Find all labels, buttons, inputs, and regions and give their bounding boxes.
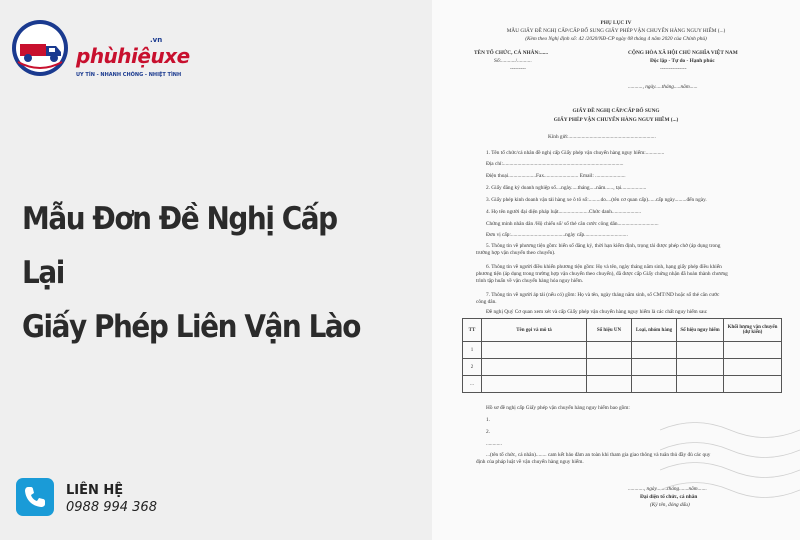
doc-item: Điện thoại.....................Fax.......................... Email: ....................... xyxy=(486,173,626,179)
doc-dossier-item: ............ xyxy=(486,441,502,447)
table-cell xyxy=(587,359,632,376)
doc-item: công dân. xyxy=(476,299,497,305)
doc-item: Đơn vị cấp:.........................................ngày cấp................................. xyxy=(486,232,628,238)
doc-dossier-intro: Hồ sơ đề nghị cấp Giấy phép vận chuyển hàng nguy hiểm bao gồm: xyxy=(486,405,630,411)
table-header-row xyxy=(463,319,782,342)
contact-title: LIÊN HỆ xyxy=(66,483,124,498)
doc-commitment: định của pháp luật về vận chuyển hàng nguy hiểm. xyxy=(476,459,584,465)
doc-commitment: ...(tên tổ chức, cá nhân)........ cam kết bảo đảm an toàn khi tham gia giao thông và tuân thủ đầy đủ các quy xyxy=(486,452,711,458)
table-cell xyxy=(632,359,677,376)
doc-item: 5. Thông tin về phương tiện gồm: biển số đăng ký, thời hạn kiểm định, trọng tải được phép chở (áp dụng trong xyxy=(486,243,721,249)
table-cell xyxy=(482,376,587,393)
doc-dossier-item: 1. xyxy=(486,417,490,423)
table-header: Khối lượng vận chuyển (dự kiến) xyxy=(724,319,782,342)
doc-item: trường hợp vận chuyển theo chuyến). xyxy=(476,250,556,256)
table-cell xyxy=(587,376,632,393)
table-cell: ... xyxy=(463,376,482,393)
doc-signer: Đại diện tổ chức, cá nhân xyxy=(640,494,698,500)
doc-item: 7. Thông tin về người áp tải (nếu có) gồm: Họ và tên, ngày tháng năm sinh, số CMT/ND hoặc số thẻ căn cước xyxy=(486,292,720,298)
document-preview xyxy=(432,0,800,540)
contact-phone[interactable]: 0988 994 368 xyxy=(66,500,157,515)
table-row xyxy=(463,376,782,393)
doc-request-title-2: GIẤY PHÉP VẬN CHUYỂN HÀNG NGUY HIỂM (...) xyxy=(553,117,679,123)
doc-item: 3. Giấy phép kinh doanh vận tải hàng xe ô tô số:.........do....(tên cơ quan cấp)......cấp ngày.........đến ngày. xyxy=(486,197,707,203)
table-row xyxy=(463,342,782,359)
table-cell xyxy=(677,376,724,393)
table-cell xyxy=(482,342,587,359)
brand-logo[interactable] xyxy=(10,18,190,78)
table-header: TT xyxy=(463,319,482,342)
table-cell xyxy=(482,359,587,376)
decorative-wave xyxy=(660,400,800,520)
table-cell xyxy=(724,359,782,376)
dangerous-goods-table xyxy=(462,318,782,393)
doc-number: Số:.........../........... xyxy=(494,58,532,64)
doc-item: Chứng minh nhân dân /Hộ chiếu số/ số thẻ căn cước công dân............................... xyxy=(486,221,659,227)
headline-line-1: Mẫu Đơn Đề Nghị Cấp Lại xyxy=(22,201,337,291)
doc-date-line: ..........., ngày.....tháng.....năm...... xyxy=(628,84,698,90)
doc-item: 4. Họ tên người đại diện pháp luật.......................Chức danh...................... xyxy=(486,209,642,215)
doc-item: phương tiện (áp dụng trong trường hợp vận chuyển theo chuyến), đã được cấp Giấy chứng nhận đã hoàn thành chương xyxy=(476,271,728,277)
table-header: Loại, nhóm hàng xyxy=(632,319,677,342)
doc-item: trình tập huấn về vận chuyển hàng hóa nguy hiểm. xyxy=(476,278,584,284)
doc-nation: CỘNG HÒA XÃ HỘI CHỦ NGHĨA VIỆT NAM xyxy=(628,50,738,56)
doc-dossier-item: 2. xyxy=(486,429,490,435)
doc-item: 1. Tên tổ chức/cá nhân đề nghị cấp Giấy phép vận chuyển hàng nguy hiểm:.............. xyxy=(486,150,665,156)
phone-icon[interactable] xyxy=(16,478,54,516)
brand-slogan: UY TÍN - NHANH CHÓNG - NHIỆT TÌNH xyxy=(76,72,182,78)
brand-name: phùhiệuxe xyxy=(76,44,190,68)
doc-item: 2. Giấy đăng ký doanh nghiệp số....ngày.....tháng.....năm......, tại................... xyxy=(486,185,647,191)
headline-line-2: Giấy Phép Liên Vận Lào xyxy=(22,309,361,345)
doc-item: Địa chỉ:........................................................................................... xyxy=(486,161,624,167)
table-cell xyxy=(677,342,724,359)
doc-org-name: TÊN TỔ CHỨC, CÁ NHÂN:...... xyxy=(474,50,549,56)
doc-decree: (Kèm theo Nghị định số: 42 /2020/NĐ-CP ngày 08 tháng 4 năm 2020 của Chính phủ) xyxy=(525,36,707,42)
table-cell xyxy=(632,376,677,393)
table-cell xyxy=(724,376,782,393)
doc-recipient: Kính gửi:.................................................................. xyxy=(548,134,656,140)
table-cell xyxy=(677,359,724,376)
doc-form-title: MẪU GIẤY ĐỀ NGHỊ CẤP/CẤP BỔ SUNG GIẤY PHÉP VẬN CHUYỂN HÀNG NGUY HIỂM (...) xyxy=(506,28,726,34)
headline xyxy=(22,192,382,354)
doc-sign-date: ............, ngày........tháng.......năm....... xyxy=(628,486,707,492)
doc-motto: Độc lập - Tự do - Hạnh phúc xyxy=(650,58,715,64)
doc-appendix: PHỤ LỤC IV xyxy=(600,20,632,26)
doc-motto-line: --------------- xyxy=(660,66,687,72)
truck-logo-icon xyxy=(10,18,70,78)
table-cell xyxy=(724,342,782,359)
phone-glyph-icon xyxy=(16,478,54,516)
brand-domain-suffix: .vn xyxy=(150,36,163,44)
table-cell: 2 xyxy=(463,359,482,376)
table-header: Số hiệu UN xyxy=(587,319,632,342)
table-cell: 1 xyxy=(463,342,482,359)
table-cell xyxy=(587,342,632,359)
table-header: Tên gọi và mô tả xyxy=(482,319,587,342)
table-cell xyxy=(632,342,677,359)
doc-signer-note: (Ký tên, đóng dấu) xyxy=(650,502,690,508)
doc-request-title-1: GIẤY ĐỀ NGHỊ CẤP/CẤP BỔ SUNG xyxy=(572,108,660,114)
doc-table-intro: Đề nghị Quý Cơ quan xem xét và cấp Giấy phép vận chuyển hàng nguy hiểm là các chất nguy hiểm sau: xyxy=(486,309,708,315)
table-header: Số hiệu nguy hiểm xyxy=(677,319,724,342)
table-row xyxy=(463,359,782,376)
doc-item: 6. Thông tin về người điều khiển phương tiện gồm: Họ và tên, ngày tháng năm sinh, hạng giấy phép điều khiển xyxy=(486,264,722,270)
doc-dash-line: --------- xyxy=(510,66,526,72)
